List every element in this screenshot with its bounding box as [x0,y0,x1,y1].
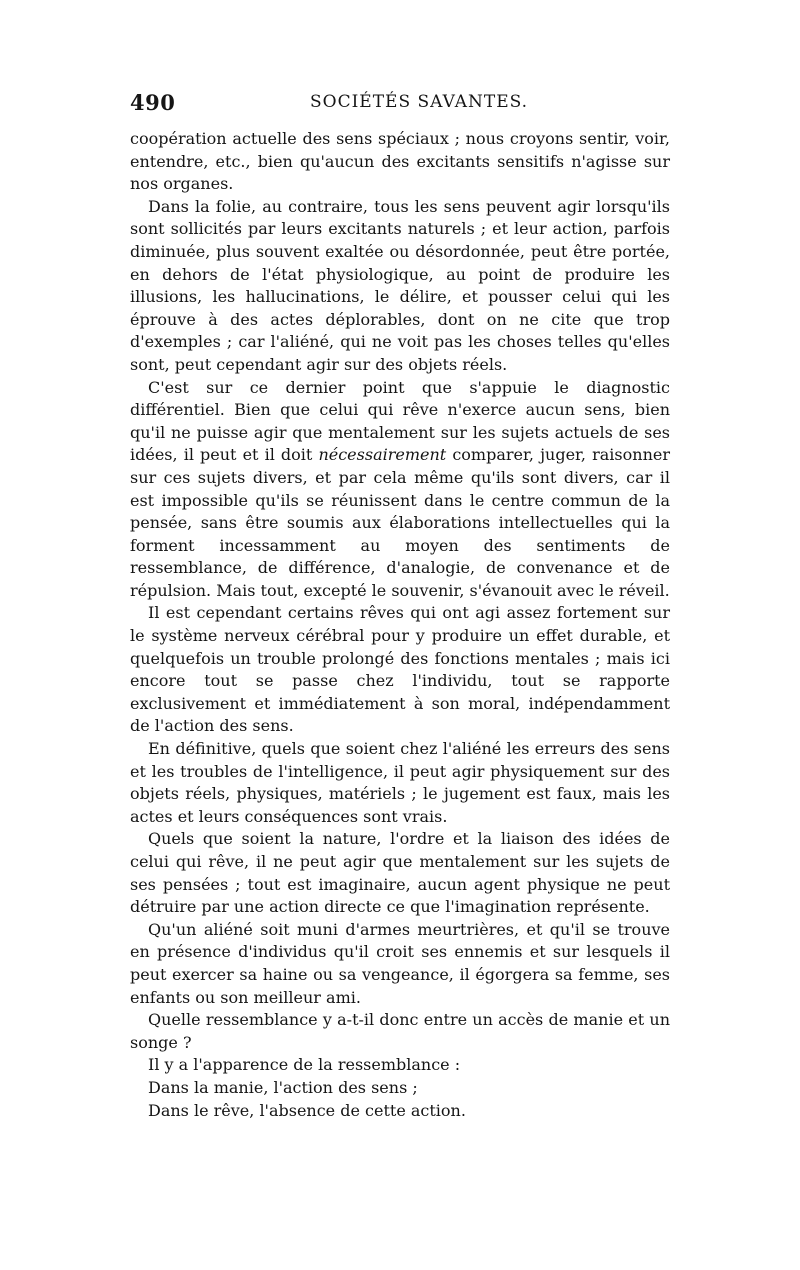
paragraph: Dans la folie, au contraire, tous les sens peuvent agir lorsqu'ils sont sollicités par leurs excitants naturels ; et leur action, parfois diminuée, plus souvent exaltée ou désordonnée, peut être portée, en dehors de l'état physiologique, au point de produire les illusions, les hallucinations, le délire, et pousser celui qui les éprouve à des actes déplorables, dont on ne cite que trop d'exemples ; car l'aliéné, qui ne voit pas les choses telles qu'elles sont, peut cependant agir sur des objets réels. [130,196,670,374]
paragraph: En définitive, quels que soient chez l'aliéné les erreurs des sens et les troubles de l'intelligence, il peut agir physiquement sur des objets réels, physiques, matériels ; le jugement est faux, mais les actes et leurs conséquences sont vrais. [130,739,670,826]
paragraph: coopération actuelle des sens spéciaux ; nous croyons sentir, voir, entendre, etc., bien qu'aucun des excitants sensitifs n'agisse sur nos organes. [130,129,670,194]
emphasis-text: nécessairement [318,445,447,465]
paragraph: Dans la manie, l'action des sens ; [148,1077,418,1097]
paragraph-text: C'est sur ce dernier point que s'appuie le diagnostic différentiel. Bien que celui qui rêve n'exerce aucun sens, bien qu'il ne puisse agir que mentalement sur les sujets actuels de ses idées, il peut et il doit [130,377,670,465]
paragraph: Dans le rêve, l'absence de cette action. [148,1100,466,1120]
paragraph: Il y a l'apparence de la ressemblance : [148,1055,461,1075]
paragraph: Quelle ressemblance y a-t-il donc entre un accès de manie et un songe ? [130,1010,670,1052]
paragraph: Quels que soient la nature, l'ordre et la liaison des idées de celui qui rêve, il ne peut agir que mentalement sur les sujets de ses pensées ; tout est imaginaire, aucun agent physique ne peut détruire par une action directe ce que l'imagination représente. [130,829,670,917]
paragraph [130,377,670,603]
body-text [130,128,670,1122]
paragraph-text: comparer, juger, raisonner sur ces sujets divers, et par cela même qu'ils sont divers, car il est impossible qu'ils se réunissent dans le centre commun de la pensée, sans être soumis aux élaborations intellectuelles qui la forment incessamment au moyen des sentiments de ressemblance, de différence, d'analogie, de convenance et de répulsion. Mais tout, excepté le souvenir, s'évanouit avec le réveil. [130,445,670,600]
paragraph: Qu'un aliéné soit muni d'armes meurtrières, et qu'il se trouve en présence d'individus qu'il croit ses ennemis et sur lesquels il peut exercer sa haine ou sa vengeance, il égorgera sa femme, ses enfants ou son meilleur ami. [130,919,670,1007]
page-number: 490 [130,90,176,115]
page-header [130,90,670,118]
running-title: SOCIÉTÉS SAVANTES. [310,92,529,112]
paragraph: Il est cependant certains rêves qui ont agi assez fortement sur le système nerveux cérébral pour y produire un effet durable, et quelquefois un trouble prolongé des fonctions mentales ; mais ici encore tout se passe chez l'individu, tout se rapporte exclusivement et immédiatement à son moral, indépendamment de l'action des sens. [130,603,670,736]
